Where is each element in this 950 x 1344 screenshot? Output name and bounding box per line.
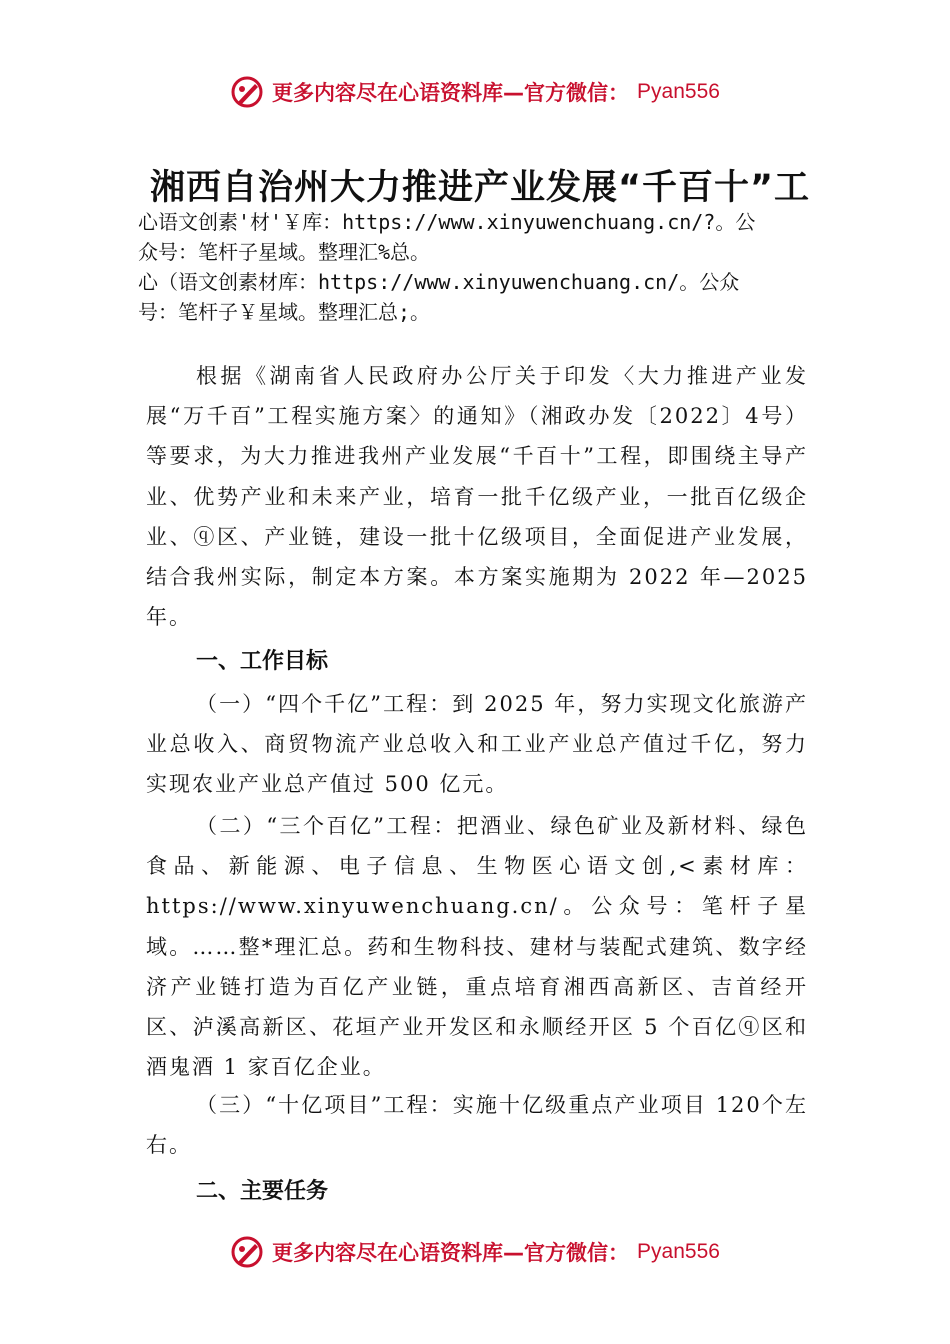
- pen-logo-icon: [230, 75, 264, 109]
- pen-logo-icon: [230, 1235, 264, 1269]
- watermark-line: 心（语文创素材库：https://www.xinyuwenchuang.cn/。公众: [138, 270, 740, 294]
- watermark-line: 众号：笔杆子星域。整理汇%总。: [138, 240, 431, 264]
- intro-paragraph: 根据《湖南省人民政府办公厅关于印发〈大力推进产业发展“万千百”工程实施方案〉的通知》（湘政办发〔2022〕4号）等要求，为大力推进我州产业发展“千百十”工程，即围绕主导产业、优势产业和未来产业，培育一批千亿级产业，一批百亿级企业、ⓠ区、产业链，建设一批十亿级项目，全面促进产业发展，结合我州实际，制定本方案。本方案实施期为 2022 年—2025 年。: [146, 364, 808, 630]
- banner-wechat-id: Pyan556: [637, 1240, 720, 1263]
- goal-item-1: （一）“四个千亿”工程：到 2025 年，努力实现文化旅游产业总收入、商贸物流产业总收入和工业产业总产值过千亿，努力实现农业产业总产值过 500 亿元。: [146, 692, 808, 797]
- banner-text: 更多内容尽在心语资料库—官方微信：: [272, 81, 630, 105]
- footer-banner: [0, 1232, 950, 1272]
- document-title: 湘西自治州大力推进产业发展“千百十”工: [150, 168, 811, 208]
- header-banner: [0, 72, 950, 112]
- watermark-line: 号：笔杆子￥星域。整理汇总;。: [138, 300, 431, 324]
- watermark-line: 心语文创素'材'￥库：https://www.xinyuwenchuang.cn/?。公: [138, 210, 756, 234]
- section-heading-goals: 一、工作目标: [196, 649, 329, 674]
- banner-wechat-id: Pyan556: [637, 80, 720, 103]
- section-heading-tasks: 二、主要任务: [196, 1179, 329, 1204]
- goal-item-2: （二）“三个百亿”工程：把酒业、绿色矿业及新材料、绿色食品、新能源、电子信息、生物医心语文创,<素材库：https://www.xinyuwenchuang.cn/。公众号：笔杆子星域。……整*理汇总。药和生物科技、建材与装配式建筑、数字经济产业链打造为百亿产业链，重点培育湘西高新区、吉首经开区、泸溪高新区、花垣产业开发区和永顺经开区 5 个百亿ⓠ区和酒鬼酒 1 家百亿企业。: [146, 814, 808, 1080]
- goal-item-3: （三）“十亿项目”工程：实施十亿级重点产业项目 120个左右。: [146, 1093, 808, 1158]
- banner-text: 更多内容尽在心语资料库—官方微信：: [272, 1241, 630, 1265]
